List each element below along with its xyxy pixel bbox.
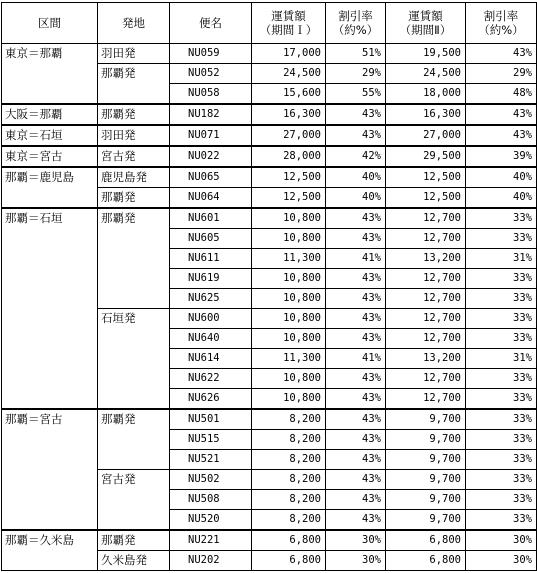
section-cell: 那覇＝久米島 [2, 530, 98, 571]
fare-period-2-cell: 6,800 [386, 551, 466, 571]
flight-number-cell: NU601 [170, 208, 252, 229]
fare-period-2-cell: 29,500 [386, 146, 466, 167]
fare-period-1-cell: 10,800 [252, 208, 326, 229]
flight-number-cell: NU064 [170, 188, 252, 209]
flight-number-cell: NU521 [170, 450, 252, 470]
header-fare-period-1-sub: （期間Ｉ） [259, 23, 318, 37]
fare-period-1-cell: 10,800 [252, 329, 326, 349]
flight-number-cell: NU052 [170, 64, 252, 84]
rate-period-1-cell: 29% [326, 64, 386, 84]
rate-period-1-cell: 43% [326, 104, 386, 125]
departure-cell: 石垣発 [98, 309, 170, 410]
rate-period-2-cell: 33% [466, 470, 537, 490]
header-rate-period-2-title: 割引率 [483, 9, 519, 23]
rate-period-2-cell: 33% [466, 389, 537, 410]
rate-period-1-cell: 43% [326, 269, 386, 289]
rate-period-1-cell: 43% [326, 329, 386, 349]
departure-cell: 那覇発 [98, 208, 170, 309]
header-rate-period-1 [326, 3, 386, 44]
section-cell: 那覇＝鹿児島 [2, 167, 98, 208]
fare-period-1-cell: 10,800 [252, 389, 326, 410]
fare-period-2-cell: 12,700 [386, 309, 466, 329]
rate-period-1-cell: 43% [326, 229, 386, 249]
flight-number-cell: NU059 [170, 44, 252, 64]
fare-period-1-cell: 10,800 [252, 269, 326, 289]
header-row [2, 3, 537, 44]
rate-period-1-cell: 51% [326, 44, 386, 64]
section-cell: 東京＝石垣 [2, 125, 98, 146]
flight-number-cell: NU071 [170, 125, 252, 146]
rate-period-2-cell: 39% [466, 146, 537, 167]
rate-period-1-cell: 43% [326, 490, 386, 510]
header-fare-period-2-title: 運賃額 [408, 9, 443, 23]
table-row [2, 208, 537, 229]
rate-period-1-cell: 55% [326, 84, 386, 105]
rate-period-2-cell: 33% [466, 369, 537, 389]
flight-number-cell: NU501 [170, 409, 252, 430]
table-row [2, 167, 537, 188]
table-row [2, 44, 537, 64]
fare-period-1-cell: 10,800 [252, 229, 326, 249]
rate-period-1-cell: 42% [326, 146, 386, 167]
fare-period-1-cell: 8,200 [252, 430, 326, 450]
fare-period-2-cell: 16,300 [386, 104, 466, 125]
rate-period-2-cell: 33% [466, 490, 537, 510]
table-row [2, 409, 537, 430]
rate-period-2-cell: 40% [466, 167, 537, 188]
rate-period-1-cell: 43% [326, 409, 386, 430]
section-cell: 東京＝那覇 [2, 44, 98, 105]
section-cell: 東京＝宮古 [2, 146, 98, 167]
rate-period-2-cell: 30% [466, 551, 537, 571]
header-departure: 発地 [98, 3, 170, 44]
flight-number-cell: NU065 [170, 167, 252, 188]
fare-table-body [2, 44, 537, 571]
rate-period-2-cell: 30% [466, 530, 537, 551]
departure-cell: 宮古発 [98, 470, 170, 531]
rate-period-2-cell: 33% [466, 409, 537, 430]
flight-number-cell: NU022 [170, 146, 252, 167]
fare-period-2-cell: 12,700 [386, 229, 466, 249]
fare-period-2-cell: 12,700 [386, 329, 466, 349]
fare-period-2-cell: 24,500 [386, 64, 466, 84]
fare-period-1-cell: 8,200 [252, 490, 326, 510]
fare-period-1-cell: 28,000 [252, 146, 326, 167]
fare-period-2-cell: 12,700 [386, 208, 466, 229]
fare-period-2-cell: 12,700 [386, 369, 466, 389]
rate-period-1-cell: 43% [326, 125, 386, 146]
rate-period-1-cell: 30% [326, 530, 386, 551]
fare-period-2-cell: 12,700 [386, 269, 466, 289]
flight-number-cell: NU058 [170, 84, 252, 105]
rate-period-1-cell: 43% [326, 450, 386, 470]
rate-period-1-cell: 40% [326, 167, 386, 188]
table-row [2, 530, 537, 551]
rate-period-1-cell: 43% [326, 309, 386, 329]
rate-period-2-cell: 33% [466, 329, 537, 349]
fare-period-1-cell: 6,800 [252, 551, 326, 571]
fare-period-1-cell: 8,200 [252, 450, 326, 470]
rate-period-2-cell: 29% [466, 64, 537, 84]
departure-cell: 久米島発 [98, 551, 170, 571]
fare-period-1-cell: 10,800 [252, 369, 326, 389]
fare-period-2-cell: 9,700 [386, 409, 466, 430]
rate-period-1-cell: 30% [326, 551, 386, 571]
header-section: 区間 [2, 3, 98, 44]
rate-period-1-cell: 43% [326, 430, 386, 450]
fare-period-2-cell: 9,700 [386, 470, 466, 490]
fare-period-2-cell: 9,700 [386, 450, 466, 470]
departure-cell: 羽田発 [98, 44, 170, 64]
flight-number-cell: NU622 [170, 369, 252, 389]
rate-period-2-cell: 33% [466, 269, 537, 289]
flight-number-cell: NU182 [170, 104, 252, 125]
rate-period-2-cell: 33% [466, 289, 537, 309]
departure-cell: 那覇発 [98, 409, 170, 470]
departure-cell: 宮古発 [98, 146, 170, 167]
header-flight: 便名 [170, 3, 252, 44]
fare-period-2-cell: 13,200 [386, 349, 466, 369]
fare-period-2-cell: 13,200 [386, 249, 466, 269]
rate-period-1-cell: 43% [326, 389, 386, 410]
fare-period-2-cell: 9,700 [386, 510, 466, 531]
fare-table [1, 2, 537, 571]
rate-period-2-cell: 43% [466, 44, 537, 64]
fare-period-1-cell: 10,800 [252, 289, 326, 309]
header-fare-period-2-sub: （期間Ⅱ） [399, 23, 452, 37]
rate-period-2-cell: 33% [466, 208, 537, 229]
flight-number-cell: NU520 [170, 510, 252, 531]
rate-period-1-cell: 43% [326, 289, 386, 309]
header-fare-period-1-title: 運賃額 [271, 9, 306, 23]
fare-period-2-cell: 12,500 [386, 188, 466, 209]
rate-period-1-cell: 43% [326, 510, 386, 531]
fare-period-1-cell: 24,500 [252, 64, 326, 84]
flight-number-cell: NU515 [170, 430, 252, 450]
fare-period-2-cell: 12,700 [386, 289, 466, 309]
rate-period-1-cell: 43% [326, 208, 386, 229]
flight-number-cell: NU221 [170, 530, 252, 551]
departure-cell: 那覇発 [98, 64, 170, 105]
rate-period-2-cell: 40% [466, 188, 537, 209]
flight-number-cell: NU614 [170, 349, 252, 369]
fare-period-1-cell: 8,200 [252, 510, 326, 531]
flight-number-cell: NU626 [170, 389, 252, 410]
rate-period-2-cell: 31% [466, 249, 537, 269]
fare-period-2-cell: 12,500 [386, 167, 466, 188]
fare-period-2-cell: 6,800 [386, 530, 466, 551]
section-cell: 大阪＝那覇 [2, 104, 98, 125]
rate-period-1-cell: 40% [326, 188, 386, 209]
header-rate-period-1-title: 割引率 [338, 9, 373, 23]
fare-period-2-cell: 9,700 [386, 430, 466, 450]
fare-period-1-cell: 11,300 [252, 349, 326, 369]
flight-number-cell: NU625 [170, 289, 252, 309]
fare-period-1-cell: 15,600 [252, 84, 326, 105]
flight-number-cell: NU619 [170, 269, 252, 289]
departure-cell: 那覇発 [98, 530, 170, 551]
header-rate-period-1-sub: （約%） [332, 23, 379, 37]
table-row [2, 125, 537, 146]
table-row [2, 104, 537, 125]
fare-period-1-cell: 10,800 [252, 309, 326, 329]
departure-cell: 那覇発 [98, 188, 170, 209]
rate-period-2-cell: 33% [466, 430, 537, 450]
departure-cell: 羽田発 [98, 125, 170, 146]
rate-period-2-cell: 33% [466, 309, 537, 329]
fare-period-1-cell: 12,500 [252, 167, 326, 188]
flight-number-cell: NU502 [170, 470, 252, 490]
header-rate-period-2-sub: （約%） [478, 23, 524, 37]
rate-period-2-cell: 43% [466, 104, 537, 125]
fare-period-1-cell: 12,500 [252, 188, 326, 209]
departure-cell: 鹿児島発 [98, 167, 170, 188]
header-rate-period-2 [466, 3, 537, 44]
flight-number-cell: NU600 [170, 309, 252, 329]
departure-cell: 那覇発 [98, 104, 170, 125]
flight-number-cell: NU640 [170, 329, 252, 349]
fare-period-2-cell: 12,700 [386, 389, 466, 410]
header-fare-period-2 [386, 3, 466, 44]
fare-table-container [1, 2, 536, 571]
rate-period-1-cell: 41% [326, 349, 386, 369]
flight-number-cell: NU508 [170, 490, 252, 510]
rate-period-2-cell: 31% [466, 349, 537, 369]
rate-period-1-cell: 43% [326, 369, 386, 389]
fare-period-2-cell: 18,000 [386, 84, 466, 105]
fare-period-1-cell: 8,200 [252, 470, 326, 490]
section-cell: 那覇＝石垣 [2, 208, 98, 409]
fare-period-2-cell: 9,700 [386, 490, 466, 510]
flight-number-cell: NU605 [170, 229, 252, 249]
rate-period-2-cell: 33% [466, 229, 537, 249]
fare-period-1-cell: 16,300 [252, 104, 326, 125]
fare-period-2-cell: 19,500 [386, 44, 466, 64]
rate-period-1-cell: 41% [326, 249, 386, 269]
rate-period-2-cell: 48% [466, 84, 537, 105]
fare-period-1-cell: 17,000 [252, 44, 326, 64]
flight-number-cell: NU611 [170, 249, 252, 269]
section-cell: 那覇＝宮古 [2, 409, 98, 530]
rate-period-2-cell: 33% [466, 510, 537, 531]
rate-period-2-cell: 33% [466, 450, 537, 470]
table-row [2, 146, 537, 167]
fare-period-1-cell: 11,300 [252, 249, 326, 269]
fare-period-2-cell: 27,000 [386, 125, 466, 146]
rate-period-1-cell: 43% [326, 470, 386, 490]
fare-period-1-cell: 6,800 [252, 530, 326, 551]
fare-period-1-cell: 8,200 [252, 409, 326, 430]
flight-number-cell: NU202 [170, 551, 252, 571]
header-fare-period-1 [252, 3, 326, 44]
rate-period-2-cell: 43% [466, 125, 537, 146]
fare-period-1-cell: 27,000 [252, 125, 326, 146]
